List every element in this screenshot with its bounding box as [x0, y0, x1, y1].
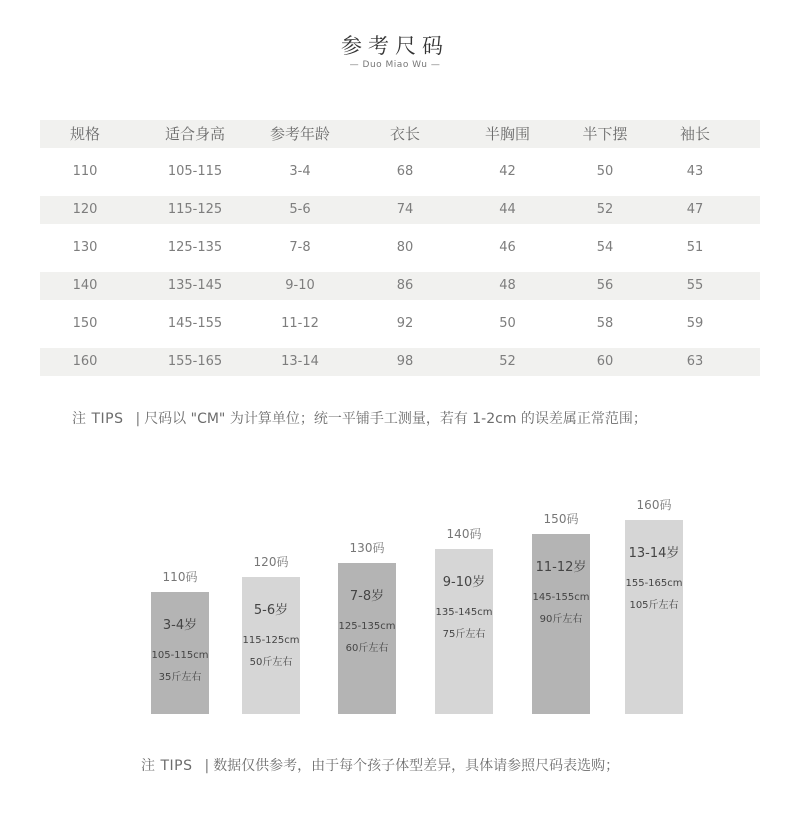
table-cell: 5-6	[289, 202, 311, 217]
brand-subtitle: — Duo Miao Wu —	[349, 60, 441, 70]
table-cell: 50	[499, 316, 516, 331]
table-cell: 145-155	[167, 316, 223, 331]
size-table	[40, 120, 760, 386]
table-cell: 42	[499, 164, 516, 179]
table-cell: 58	[596, 316, 614, 331]
note-text: 数据仅供参考，由于每个孩子体型差异，具体请参照尺码表选购；	[213, 758, 620, 774]
bar-height-label: 145-155cm	[532, 592, 590, 604]
note-label: 注 TIPS	[72, 411, 124, 427]
bar-size-label: 140码	[446, 526, 482, 541]
bar-height-label: 105-115cm	[151, 649, 209, 661]
table-cell: 160	[72, 354, 98, 369]
table-cell: 3-4	[289, 164, 311, 179]
table-cell: 115-125	[167, 202, 223, 217]
bar-size-label: 130码	[349, 541, 385, 555]
table-cell: 130	[72, 240, 98, 255]
table-cell: 59	[686, 316, 704, 331]
bar-group-160码	[625, 480, 683, 714]
bar-group-110码	[151, 480, 209, 714]
table-cell: 98	[396, 354, 414, 369]
bar-weight-label: 75斤左右	[442, 628, 486, 640]
table-row	[40, 158, 760, 186]
reference-note	[141, 755, 619, 775]
note-text: 尺码以 "CM" 为计算单位；统一平铺手工测量，若有 1-2cm 的误差属正常范围；	[144, 411, 647, 427]
bar-weight-label: 50斤左右	[249, 657, 293, 669]
bar-size-label: 150码	[543, 512, 579, 527]
size-bar-chart	[0, 480, 790, 730]
table-cell: 13-14	[281, 354, 319, 369]
bar-age-label: 3-4岁	[162, 617, 198, 633]
table-row	[40, 310, 760, 338]
page-title: 参考尺码	[341, 34, 449, 58]
header-cell: 半胸围	[484, 125, 530, 143]
bar-group-140码	[435, 480, 493, 714]
table-cell: 54	[596, 240, 614, 255]
table-cell: 125-135	[167, 240, 223, 255]
header-cell: 衣长	[389, 125, 420, 143]
header-cell: 半下摆	[582, 125, 628, 143]
bar-age-label: 11-12岁	[535, 560, 587, 576]
table-cell: 140	[72, 278, 98, 293]
table-cell: 105-115	[167, 164, 223, 179]
bar-height-label: 125-135cm	[338, 621, 396, 632]
table-cell: 46	[499, 240, 516, 255]
bar-weight-label: 35斤左右	[158, 671, 202, 683]
bar-height-label: 135-145cm	[435, 606, 493, 618]
table-cell: 47	[686, 202, 704, 217]
bar-age-label: 5-6岁	[253, 603, 289, 619]
table-cell: 9-10	[285, 278, 315, 293]
table-row	[40, 234, 760, 262]
bar-height-label: 115-125cm	[242, 635, 300, 647]
bar-group-120码	[242, 480, 300, 714]
table-cell: 50	[596, 164, 614, 179]
bar	[532, 534, 590, 714]
table-cell: 63	[686, 354, 704, 369]
note-separator: |	[135, 411, 141, 427]
table-cell: 52	[499, 354, 516, 369]
note-separator: |	[204, 758, 210, 774]
bar	[338, 563, 396, 714]
table-cell: 68	[396, 164, 414, 179]
bar	[435, 549, 493, 714]
table-row	[40, 196, 760, 224]
note-label: 注 TIPS	[141, 758, 193, 774]
measurement-note	[72, 408, 647, 428]
bar-weight-label: 60斤左右	[345, 643, 389, 654]
table-cell: 7-8	[289, 240, 311, 255]
header-cell: 参考年龄	[269, 125, 330, 143]
bar	[151, 592, 209, 714]
table-cell: 155-165	[167, 354, 223, 369]
table-cell: 51	[686, 240, 704, 255]
header-cell: 适合身高	[164, 125, 225, 143]
table-cell: 43	[686, 164, 704, 179]
table-cell: 48	[499, 278, 516, 293]
header-cell: 袖长	[679, 125, 710, 143]
table-cell: 80	[396, 240, 414, 255]
table-cell: 52	[596, 202, 614, 217]
table-cell: 44	[499, 202, 516, 217]
bar-height-label: 155-165cm	[625, 578, 683, 589]
bar	[625, 520, 683, 714]
header-cell: 规格	[69, 125, 100, 143]
table-cell: 56	[596, 278, 614, 293]
bar-size-label: 110码	[162, 569, 198, 584]
table-row	[40, 348, 760, 376]
bar-age-label: 9-10岁	[442, 574, 486, 590]
table-cell: 92	[396, 316, 414, 331]
bar-weight-label: 90斤左右	[539, 614, 583, 626]
table-row	[40, 272, 760, 300]
bar	[242, 577, 300, 714]
table-header-row	[40, 120, 760, 148]
table-cell: 120	[72, 202, 98, 217]
table-cell: 86	[396, 278, 414, 293]
table-cell: 74	[396, 202, 414, 217]
table-cell: 60	[596, 354, 614, 369]
bar-age-label: 7-8岁	[349, 589, 385, 604]
bar-weight-label: 105斤左右	[629, 600, 679, 611]
table-cell: 110	[72, 164, 98, 179]
bar-size-label: 120码	[253, 555, 289, 570]
bar-age-label: 13-14岁	[628, 546, 680, 561]
bar-group-130码	[338, 480, 396, 714]
table-cell: 55	[686, 278, 704, 293]
bar-size-label: 160码	[636, 498, 672, 512]
bar-group-150码	[532, 480, 590, 714]
table-cell: 11-12	[281, 316, 319, 331]
table-cell: 150	[72, 316, 98, 331]
table-cell: 135-145	[167, 278, 223, 293]
